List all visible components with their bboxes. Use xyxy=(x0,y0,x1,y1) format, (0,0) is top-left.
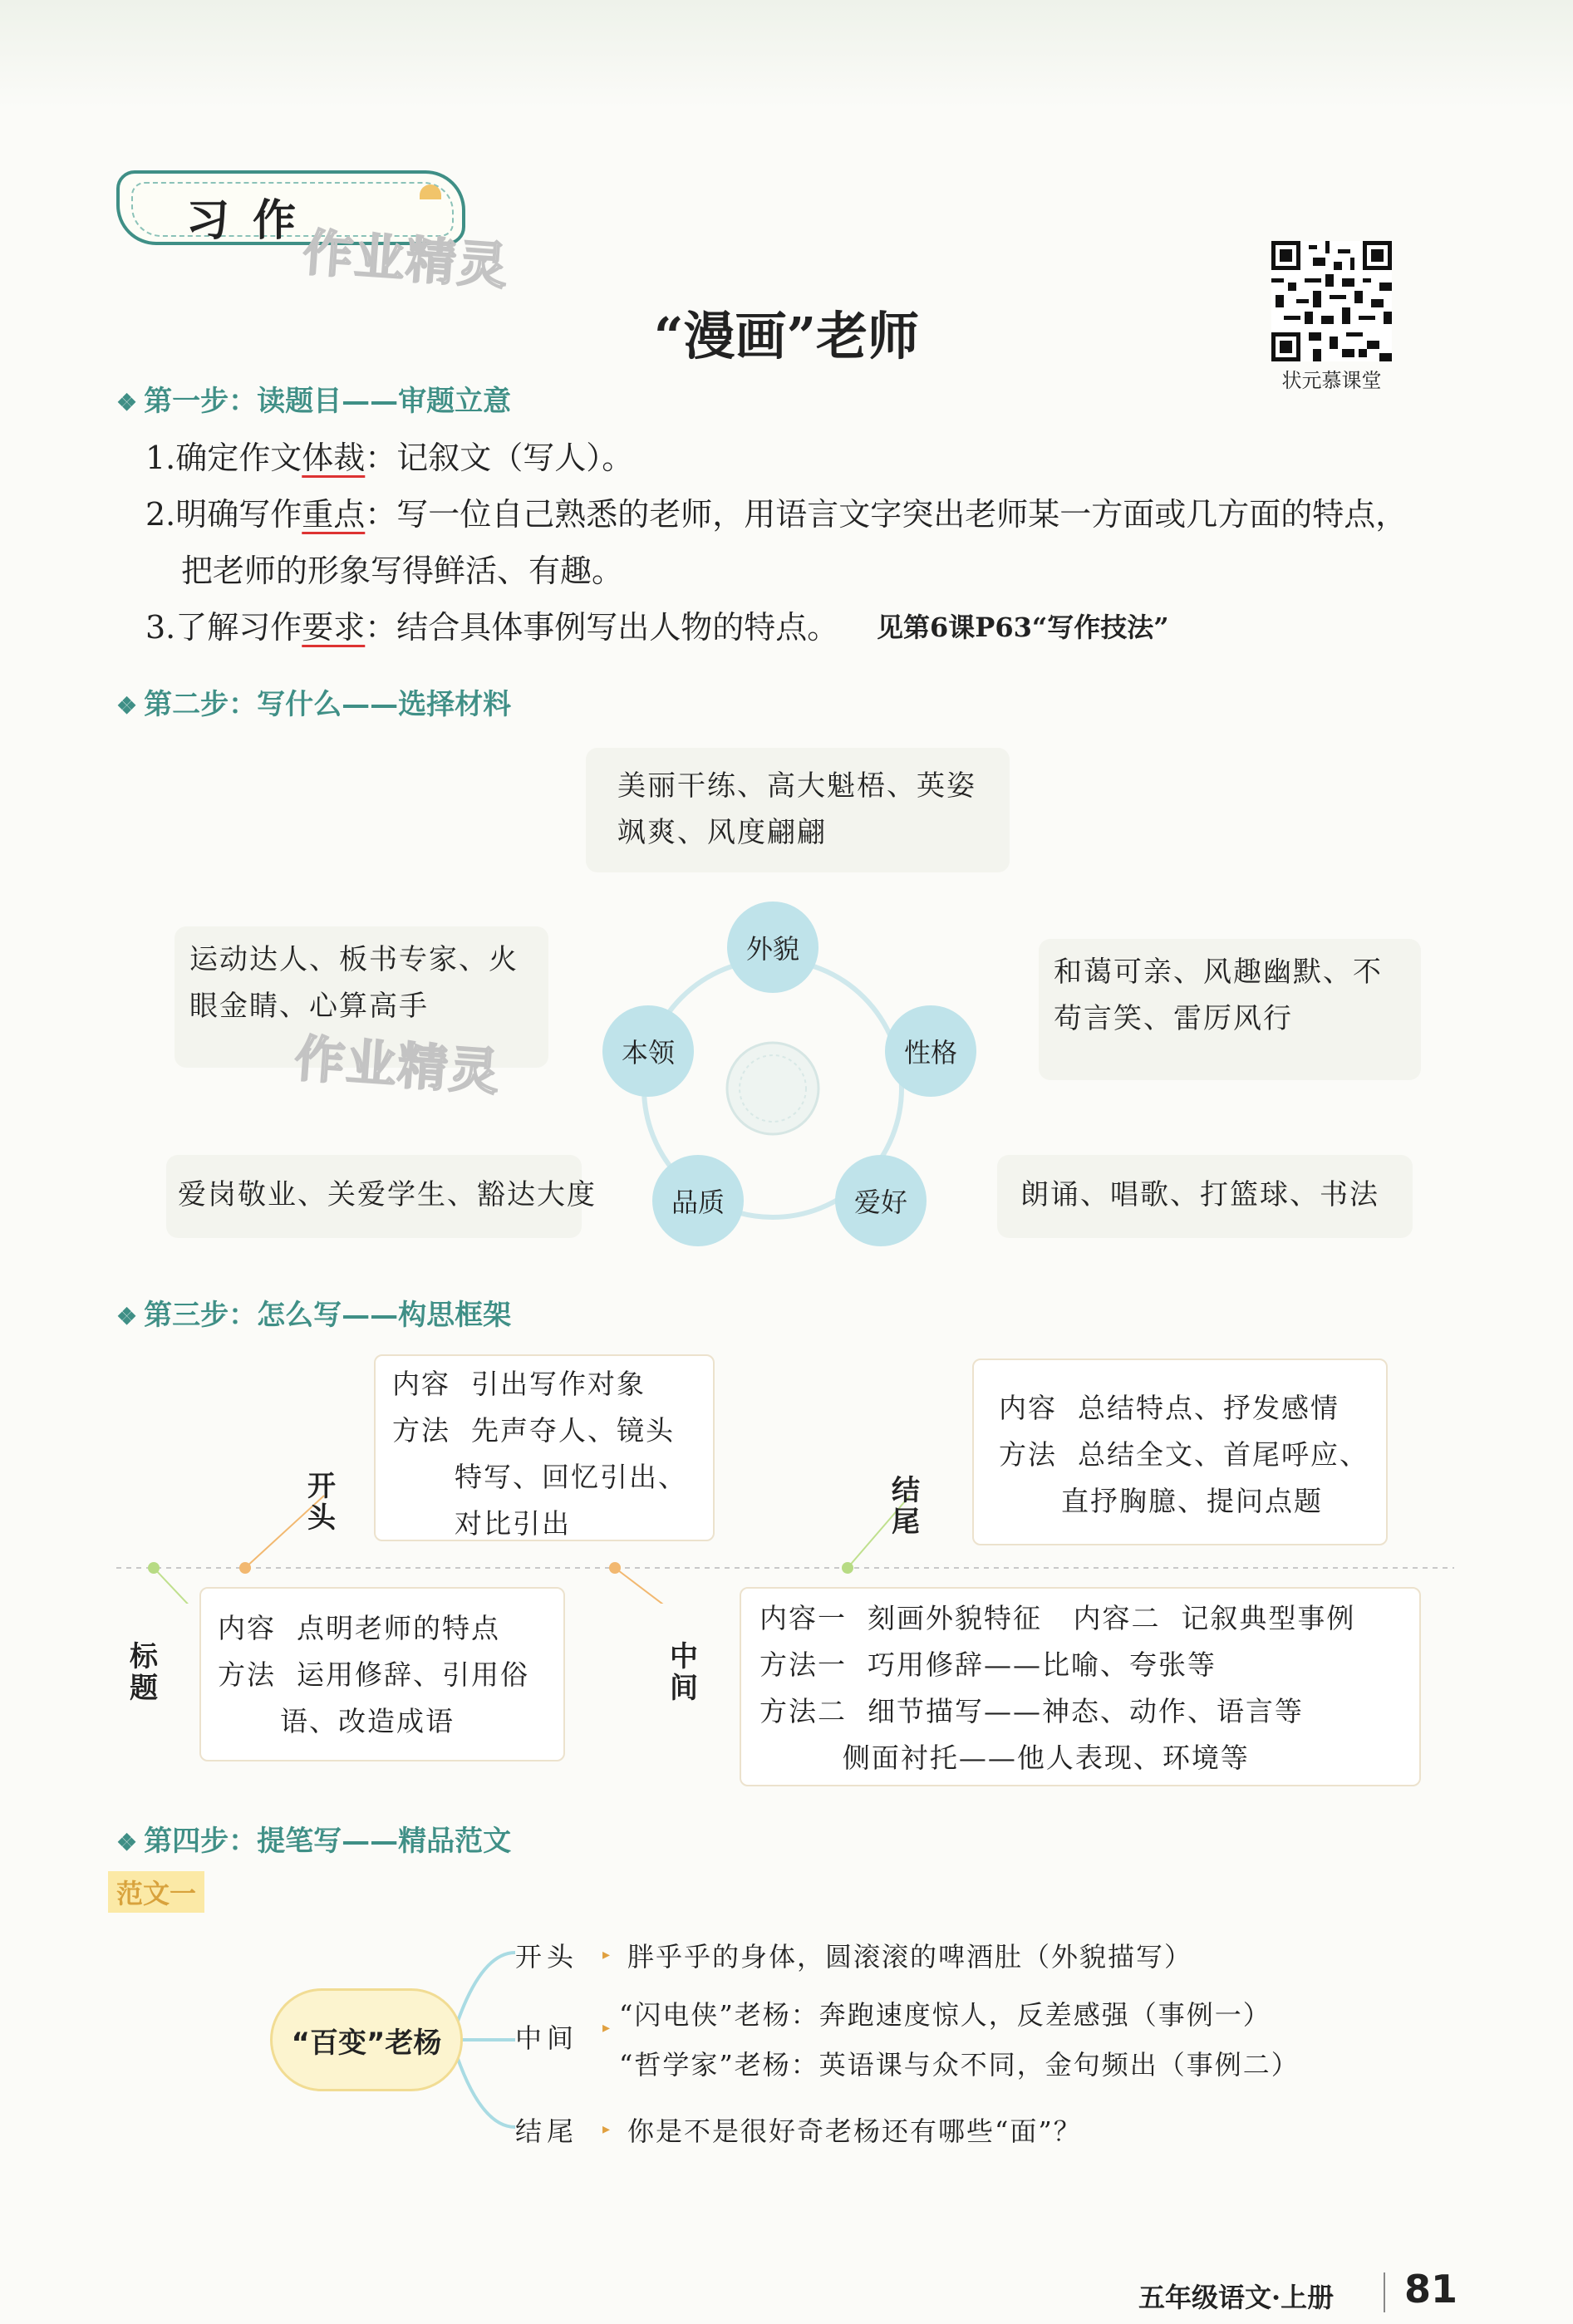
hobby-bubble: 爱好 xyxy=(835,1155,927,1246)
title-box-row: 语、改造成语 xyxy=(218,1705,455,1737)
diamond-icon: ❖ xyxy=(116,1829,138,1856)
sample-essay-tag: 范文一 xyxy=(108,1871,204,1913)
title-box-row: 方法 运用修辞、引用俗 xyxy=(218,1658,529,1691)
text: 3.了解习作 xyxy=(145,609,302,646)
arrow-icon: ▸ xyxy=(602,2120,611,2138)
step2-heading-text: 第二步：写什么——选择材料 xyxy=(144,688,512,721)
title-box-row: 内容 点明老师的特点 xyxy=(218,1612,500,1644)
end-box-row: 方法 总结全文、首尾呼应、 xyxy=(999,1438,1369,1471)
middle-label: 中间 xyxy=(670,1640,698,1705)
arrow-icon: ▸ xyxy=(602,2019,611,2037)
middle-branch-text-1: “闪电侠”老杨：奔跑速度惊人，反差感强（事例一） xyxy=(619,1999,1271,2031)
page-title: “漫画”老师 xyxy=(653,306,920,366)
diamond-icon: ❖ xyxy=(116,692,138,720)
watermark: 作业精灵 xyxy=(292,1029,503,1103)
qr-code-icon xyxy=(1271,241,1392,361)
open-box-row: 方法 先声夺人、镜头 xyxy=(392,1414,675,1447)
step1-line3 xyxy=(145,602,838,647)
skill-text: 运动达人、板书专家、火眼金睛、心算高手 xyxy=(189,943,519,1023)
top-band xyxy=(0,0,1573,108)
watermark: 作业精灵 xyxy=(301,224,511,297)
step1-line1 xyxy=(145,432,633,478)
footer-divider xyxy=(1384,2272,1385,2312)
middle-branch-label: 中间 xyxy=(515,2022,579,2054)
underlined-text: 重点 xyxy=(302,496,366,533)
hobby-text: 朗诵、唱歌、打篮球、书法 xyxy=(1020,1178,1379,1211)
open-branch-text: 胖乎乎的身体，圆滚滚的啤酒肚（外貌描写） xyxy=(627,1941,1193,1973)
text: ：写一位自己熟悉的老师，用语言文字突出老师某一方面或几方面的特点， xyxy=(365,496,1408,533)
quality-text: 爱岗敬业、关爱学生、豁达大度 xyxy=(178,1178,597,1211)
end-branch-label: 结尾 xyxy=(515,2115,579,2147)
open-box-row: 内容 引出写作对象 xyxy=(392,1368,646,1400)
skill-bubble: 本领 xyxy=(602,1005,694,1097)
section-tag-label: 习作 xyxy=(186,196,320,246)
end-branch-text: 你是不是很好奇老杨还有哪些“面”？ xyxy=(627,2115,1082,2147)
open-box-row: 特写、回忆引出、 xyxy=(392,1461,687,1493)
quality-bubble: 品质 xyxy=(652,1155,744,1246)
technique-note: 见第6课P63“写作技法” xyxy=(877,612,1169,643)
hobby-card xyxy=(997,1155,1413,1238)
personality-bubble: 性格 xyxy=(885,1005,976,1097)
step2-heading xyxy=(116,681,511,722)
appearance-card xyxy=(586,748,1010,872)
text: 2.明确写作 xyxy=(145,496,302,533)
text: ：结合具体事例写出人物的特点。 xyxy=(365,609,839,646)
end-box-row: 直抒胸臆、提问点题 xyxy=(999,1485,1323,1517)
open-box xyxy=(374,1354,715,1541)
middle-branch-text-2: “哲学家”老杨：英语课与众不同，金句频出（事例二） xyxy=(619,2049,1300,2081)
middle-box-row: 方法一 巧用修辞——比喻、夸张等 xyxy=(759,1648,1217,1681)
open-branch-label: 开头 xyxy=(515,1941,579,1973)
arrow-icon: ▸ xyxy=(602,1946,611,1963)
end-box-row: 内容 总结特点、抒发感情 xyxy=(999,1392,1340,1424)
book-label: 五年级语文·上册 xyxy=(1138,2282,1335,2313)
end-box xyxy=(972,1359,1388,1545)
appearance-bubble: 外貌 xyxy=(727,902,818,993)
step1-heading xyxy=(116,378,511,419)
page-number: 81 xyxy=(1404,2267,1458,2312)
title-label: 标题 xyxy=(130,1640,158,1705)
step1-heading-text: 第一步：读题目——审题立意 xyxy=(144,385,512,418)
step4-heading xyxy=(116,1818,511,1859)
middle-box-row: 内容一 刻画外貌特征 内容二 记叙典型事例 xyxy=(759,1602,1356,1634)
title-box xyxy=(199,1587,565,1761)
step3-heading xyxy=(116,1292,511,1333)
diamond-icon: ❖ xyxy=(116,389,138,416)
qr-label: 状元慕课堂 xyxy=(1281,369,1382,392)
underlined-text: 要求 xyxy=(302,609,366,646)
quality-card xyxy=(166,1155,597,1238)
appearance-text: 美丽干练、高大魁梧、英姿飒爽、风度翩翩 xyxy=(617,769,976,849)
diamond-icon: ❖ xyxy=(116,1303,138,1330)
open-box-row: 对比引出 xyxy=(392,1507,571,1540)
personality-text: 和蔼可亲、风趣幽默、不苟言笑、雷厉风行 xyxy=(1054,956,1383,1035)
personality-card xyxy=(1039,939,1421,1080)
end-label: 结尾 xyxy=(892,1474,920,1539)
middle-box-row: 侧面衬托——他人表现、环境等 xyxy=(759,1742,1250,1774)
middle-box xyxy=(740,1587,1421,1786)
step1-line2 xyxy=(145,489,1407,534)
step1-line2b: 把老师的形象写得鲜活、有趣。 xyxy=(181,553,624,589)
text: 1.确定作文 xyxy=(145,440,302,476)
underlined-text: 体裁 xyxy=(302,440,366,476)
step3-heading-text: 第三步：怎么写——构思框架 xyxy=(144,1299,512,1332)
open-label: 开头 xyxy=(307,1470,336,1535)
step4-heading-text: 第四步：提笔写——精品范文 xyxy=(144,1825,512,1858)
text: ：记叙文（写人）。 xyxy=(365,440,634,476)
essay-center-node: “百变”老杨 xyxy=(270,1988,463,2091)
middle-box-row: 方法二 细节描写——神态、动作、语言等 xyxy=(759,1695,1304,1727)
